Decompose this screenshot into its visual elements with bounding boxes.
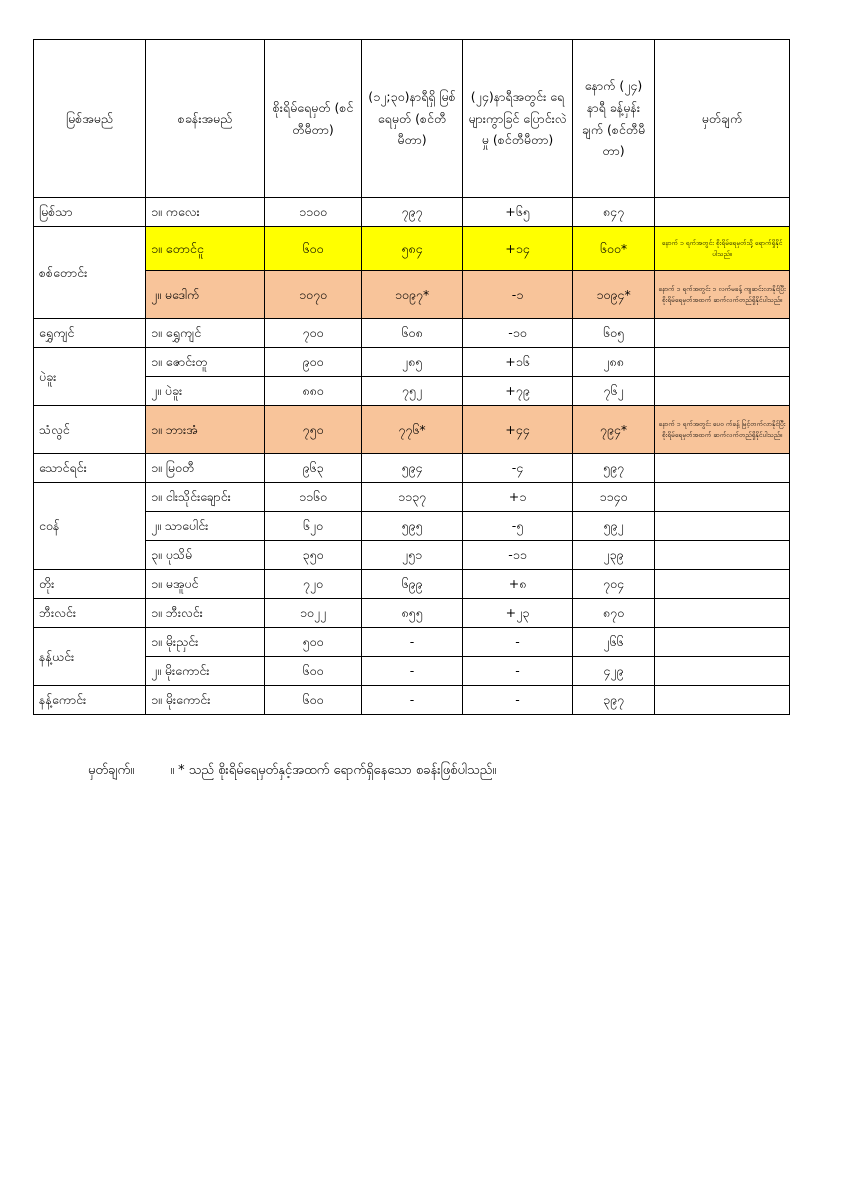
header-danger-level: စိုးရိမ်ရေမှတ် (စင်တီမီတာ) — [265, 40, 362, 198]
level-change: +၇၉ — [463, 377, 573, 406]
river-name: သောင်ရင်း — [34, 454, 146, 483]
current-level: ၂၈၅ — [362, 348, 463, 377]
current-level: ၁၀၉၇* — [362, 271, 463, 319]
table-row — [34, 377, 790, 406]
river-name: တိုး — [34, 570, 146, 599]
table-row — [34, 406, 790, 454]
level-change: -၄ — [463, 454, 573, 483]
river-name: မြစ်သာ — [34, 198, 146, 227]
forecast-level: ၂၃၉ — [573, 541, 655, 570]
river-level-table — [33, 39, 790, 715]
current-level: ၇၇၆* — [362, 406, 463, 454]
current-level: ၅၉၅ — [362, 512, 463, 541]
station-name: ၁။ မိုးကောင်း — [146, 686, 265, 715]
level-change: +၁၄ — [463, 227, 573, 271]
header-row — [34, 40, 790, 198]
header-remark: မှတ်ချက် — [655, 40, 790, 198]
level-change: -၁ — [463, 271, 573, 319]
current-level: - — [362, 686, 463, 715]
table-row — [34, 570, 790, 599]
danger-level: ၈၈၀ — [265, 377, 362, 406]
level-change: - — [463, 628, 573, 657]
station-name: ၁။ မြဝတီ — [146, 454, 265, 483]
level-change: +၄၄ — [463, 406, 573, 454]
forecast-level: ၄၂၉ — [573, 657, 655, 686]
forecast-level: ၂၈၈ — [573, 348, 655, 377]
current-level: ၇၉၇ — [362, 198, 463, 227]
forecast-level: ၃၉၇ — [573, 686, 655, 715]
current-level: ၇၅၂ — [362, 377, 463, 406]
forecast-level: ၇၉၄* — [573, 406, 655, 454]
danger-level: ၇၅၀ — [265, 406, 362, 454]
remark — [655, 512, 790, 541]
footnote — [88, 762, 496, 781]
forecast-level: ၆၀၅ — [573, 319, 655, 348]
river-name: စစ်တောင်း — [34, 227, 146, 319]
current-level: ၆၉၉ — [362, 570, 463, 599]
table-row — [34, 271, 790, 319]
danger-level: ၁၀၂၂ — [265, 599, 362, 628]
level-change: -၁၀ — [463, 319, 573, 348]
danger-level: ၁၀၇၀ — [265, 271, 362, 319]
station-name: ၂။ မိုးကောင်း — [146, 657, 265, 686]
level-change: -၅ — [463, 512, 573, 541]
remark: နောက် ၁ ရက်အတွင်း စိုးရိမ်ရေမှတ်သို့ ရောက်ရှိနိုင်ပါသည်။ — [655, 227, 790, 271]
river-name: ပဲခူး — [34, 348, 146, 406]
level-change: +၁ — [463, 483, 573, 512]
danger-level: ၇၀၀ — [265, 319, 362, 348]
danger-level: ၉၆၃ — [265, 454, 362, 483]
remark — [655, 599, 790, 628]
level-change: +၈ — [463, 570, 573, 599]
danger-level: ၆၀၀ — [265, 686, 362, 715]
station-name: ၁။ မအူပင် — [146, 570, 265, 599]
river-name: ဘီးလင်း — [34, 599, 146, 628]
table-row — [34, 686, 790, 715]
station-name: ၃။ ပုသိမ် — [146, 541, 265, 570]
remark — [655, 319, 790, 348]
remark — [655, 377, 790, 406]
current-level: ၁၁၃၇ — [362, 483, 463, 512]
station-name: ၁။ ဇောင်းတူ — [146, 348, 265, 377]
danger-level: ၆၀၀ — [265, 657, 362, 686]
station-name: ၁။ ဘီးလင်း — [146, 599, 265, 628]
remark — [655, 686, 790, 715]
level-change: +၂၃ — [463, 599, 573, 628]
danger-level: ၁၁၆၀ — [265, 483, 362, 512]
table-row — [34, 198, 790, 227]
danger-level: ၆၀၀ — [265, 227, 362, 271]
station-name: ၁။ ကလေး — [146, 198, 265, 227]
table-row — [34, 348, 790, 377]
header-river: မြစ်အမည် — [34, 40, 146, 198]
remark — [655, 454, 790, 483]
danger-level: ၃၅၀ — [265, 541, 362, 570]
forecast-level: ၈၇၀ — [573, 599, 655, 628]
table-row — [34, 541, 790, 570]
danger-level: ၇၂၀ — [265, 570, 362, 599]
table-row — [34, 319, 790, 348]
station-name: ၂။ ပဲခူး — [146, 377, 265, 406]
level-change: +၁၆ — [463, 348, 573, 377]
forecast-level: ၇၆၂ — [573, 377, 655, 406]
forecast-level: ၂၆၆ — [573, 628, 655, 657]
header-change: (၂၄)နာရီအတွင်း ရေများကွာခြင် ပြောင်းလဲမှု (စင်တီမီတာ) — [463, 40, 573, 198]
river-name: သံလွင် — [34, 406, 146, 454]
station-name: ၁။ ငါးသိုင်းချောင်း — [146, 483, 265, 512]
current-level: - — [362, 657, 463, 686]
remark: နောက် ၁ ရက်အတွင်း ၁ လက်မခန့် ကျဆင်းလာနိုင်ပြီး စိုးရိမ်ရေမှတ်အထက် ဆက်လက်တည်ရှိနိုင်ပါသည်။ — [655, 271, 790, 319]
table-row — [34, 599, 790, 628]
header-current-level: (၁၂;၃၀)နာရီရှိ မြစ်ရေမှတ် (စင်တီမီတာ) — [362, 40, 463, 198]
current-level: ၈၅၅ — [362, 599, 463, 628]
table-row — [34, 512, 790, 541]
forecast-level: ၅၉၂ — [573, 512, 655, 541]
danger-level: ၅၀၀ — [265, 628, 362, 657]
current-level: ၅၈၄ — [362, 227, 463, 271]
remark — [655, 657, 790, 686]
forecast-level: ၆၀၀* — [573, 227, 655, 271]
remark — [655, 541, 790, 570]
footnote-text: ။ * သည် စိုးရိမ်ရေမှတ်နှင့်အထက် ရောက်ရှိနေသော စခန်းဖြစ်ပါသည်။ — [170, 763, 497, 778]
station-name: ၁။ ရွှေကျင် — [146, 319, 265, 348]
level-change: - — [463, 686, 573, 715]
danger-level: ၉၀၀ — [265, 348, 362, 377]
forecast-level: ၁၀၉၄* — [573, 271, 655, 319]
forecast-level: ၁၁၄၀ — [573, 483, 655, 512]
river-name: ငဝန် — [34, 483, 146, 570]
table-row — [34, 657, 790, 686]
station-name: ၁။ ဘားအံ — [146, 406, 265, 454]
forecast-level: ၅၉၇ — [573, 454, 655, 483]
forecast-level: ၈၄၇ — [573, 198, 655, 227]
river-name: နန့်ကောင်း — [34, 686, 146, 715]
level-change: - — [463, 657, 573, 686]
table-row — [34, 628, 790, 657]
forecast-level: ၇၀၄ — [573, 570, 655, 599]
header-forecast: နောက် (၂၄) နာရီ ခန့်မှန်းချက် (စင်တီမီ တာ) — [573, 40, 655, 198]
level-change: -၁၁ — [463, 541, 573, 570]
remark — [655, 483, 790, 512]
header-station: စခန်းအမည် — [146, 40, 265, 198]
station-name: ၂။ မဒေါက် — [146, 271, 265, 319]
remark: နောက် ၁ ရက်အတွင်း ပေ၀ က်ခန့် မြင့်တက်လာနိုင်ပြီး စိုးရိမ်ရေမှတ်အထက် ဆက်လက်တည်ရှိနိုင်ပါသည်။ — [655, 406, 790, 454]
table-row — [34, 454, 790, 483]
danger-level: ၆၂၀ — [265, 512, 362, 541]
table-row — [34, 483, 790, 512]
danger-level: ၁၁၀၀ — [265, 198, 362, 227]
station-name: ၁။ မိုးညှင်း — [146, 628, 265, 657]
remark — [655, 570, 790, 599]
current-level: ၆၀၈ — [362, 319, 463, 348]
current-level: ၂၅၁ — [362, 541, 463, 570]
remark — [655, 628, 790, 657]
current-level: - — [362, 628, 463, 657]
station-name: ၂။ သာပေါင်း — [146, 512, 265, 541]
river-name: ရွှေကျင် — [34, 319, 146, 348]
table-row — [34, 227, 790, 271]
current-level: ၅၉၄ — [362, 454, 463, 483]
station-name: ၁။ တောင်ငူ — [146, 227, 265, 271]
level-change: +၆၅ — [463, 198, 573, 227]
remark — [655, 348, 790, 377]
river-name: နန့်ယင်း — [34, 628, 146, 686]
remark — [655, 198, 790, 227]
footnote-label: မှတ်ချက်။ — [88, 763, 135, 778]
